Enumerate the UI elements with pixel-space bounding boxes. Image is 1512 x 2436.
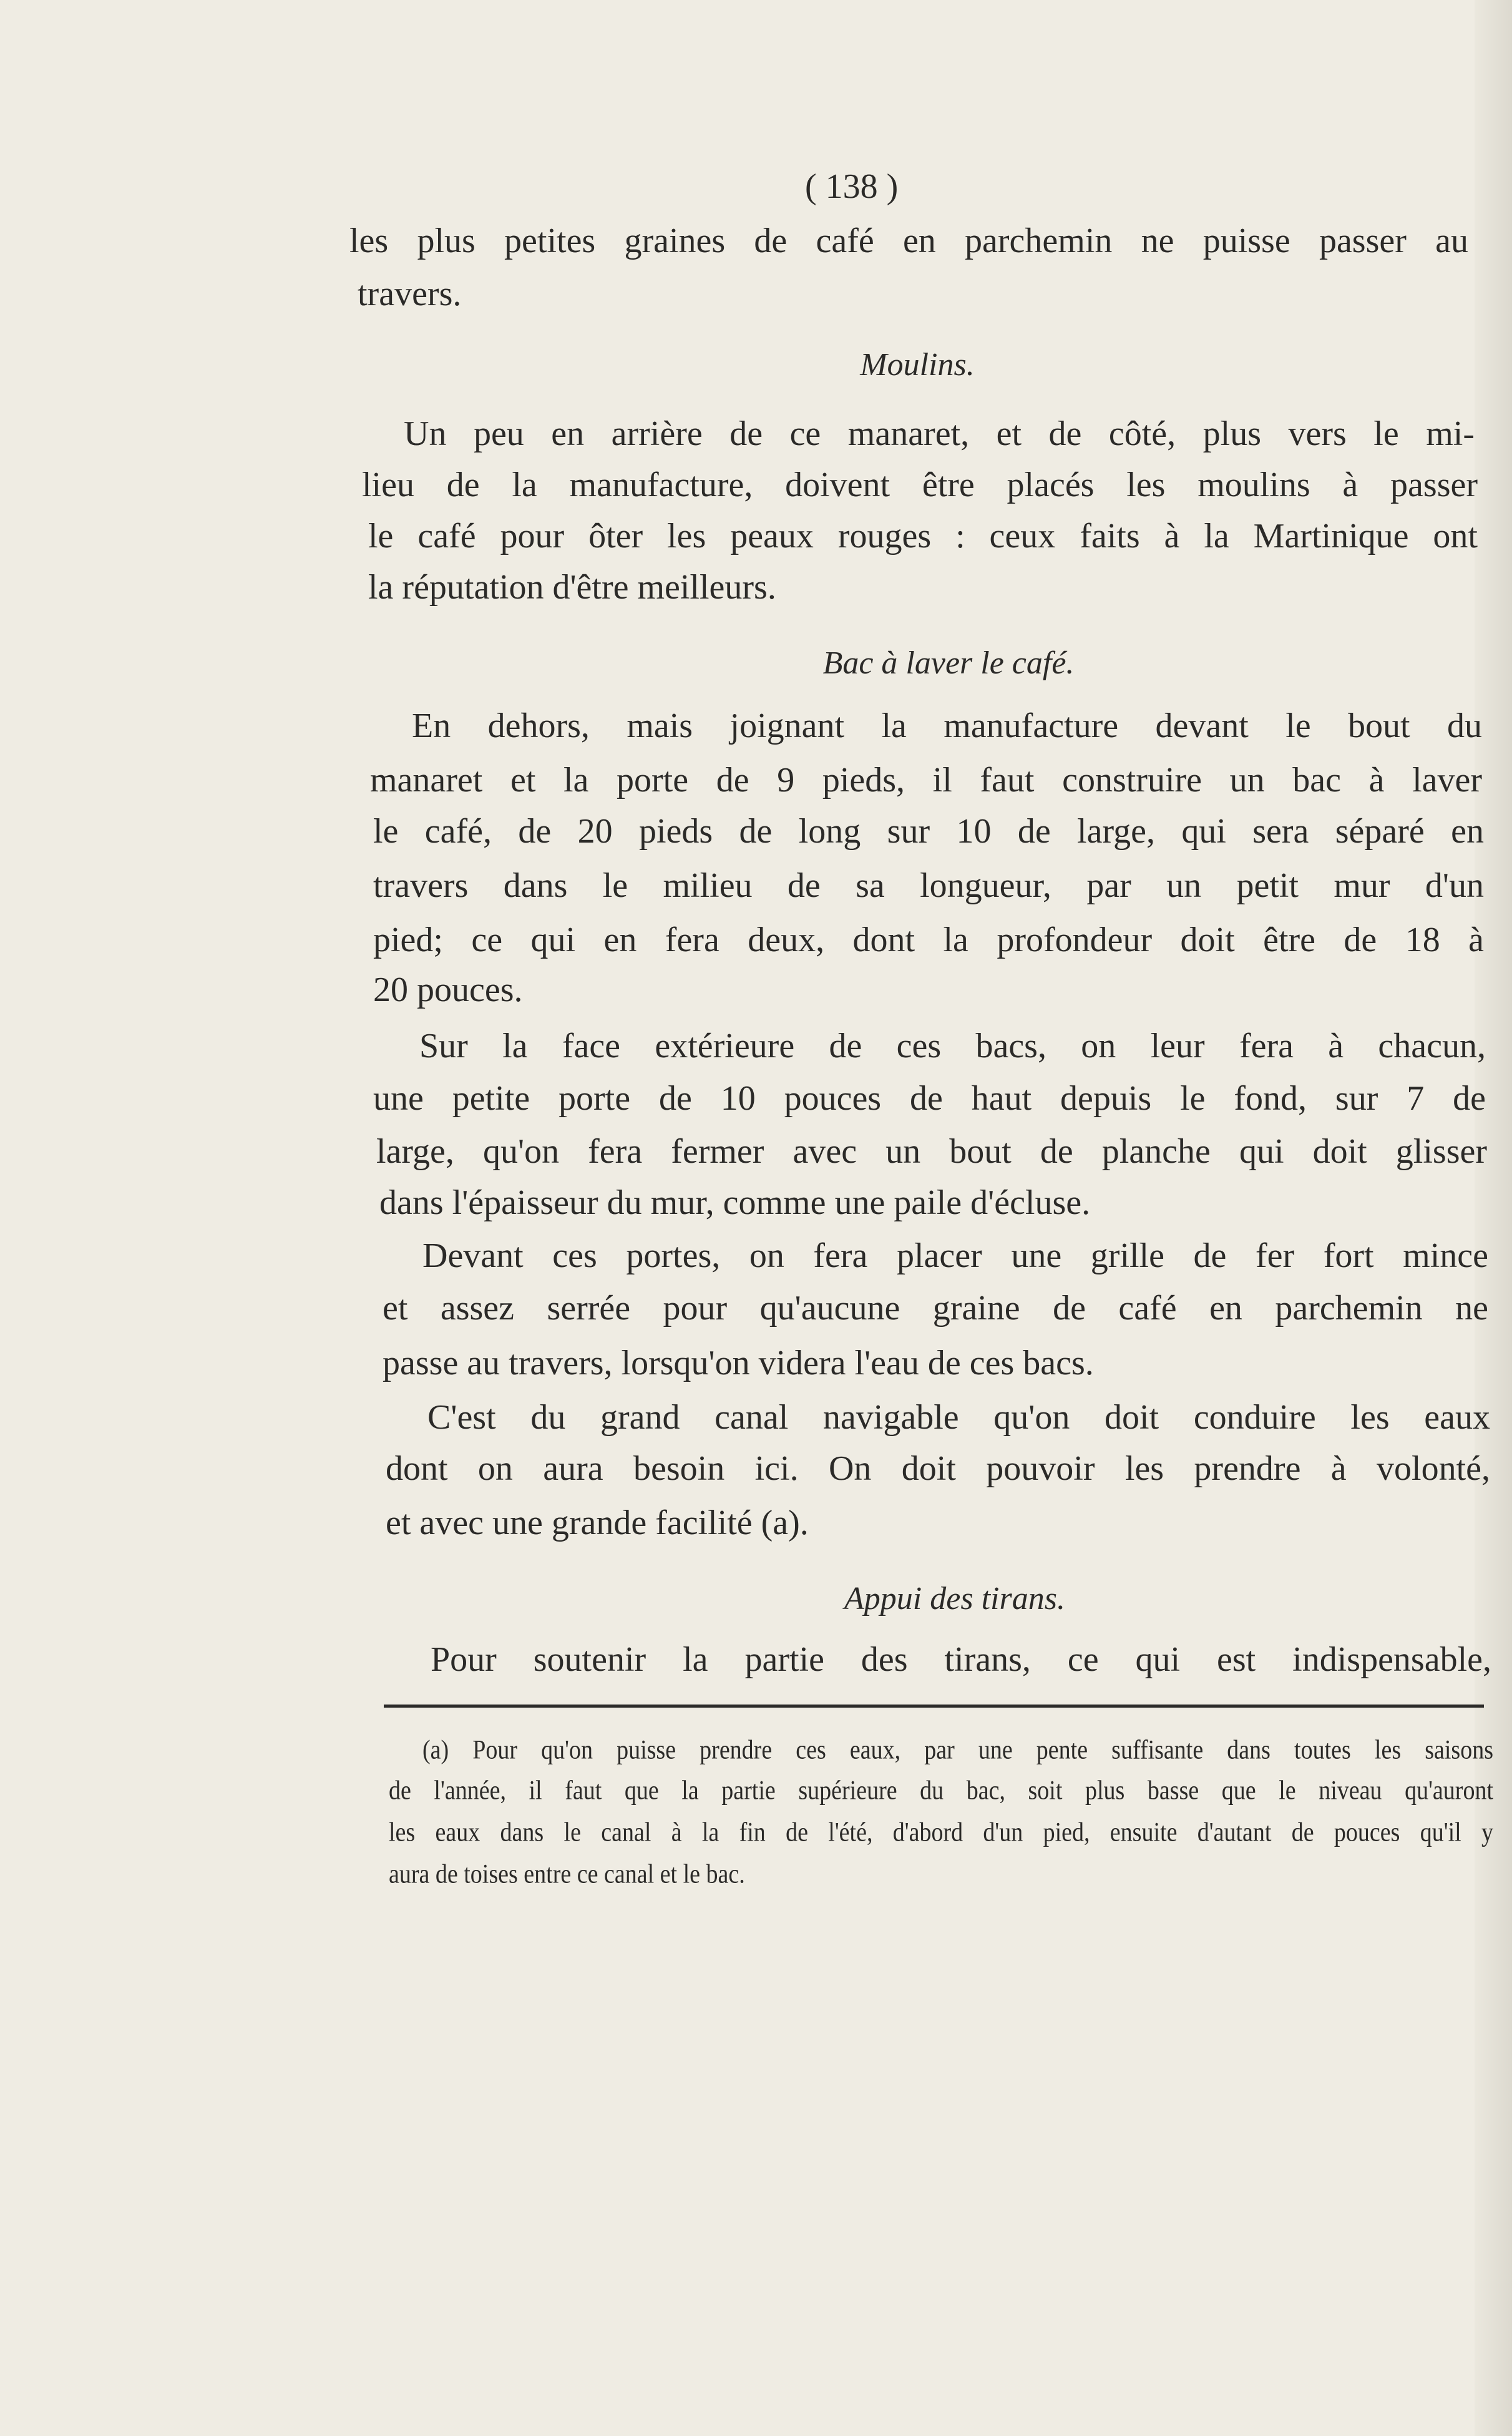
text-line: et assez serrée pour qu'aucune graine de café en parchemin ne — [383, 1289, 1488, 1328]
text-line: passe au travers, lorsqu'on videra l'eau de ces bacs. — [383, 1344, 1094, 1382]
text-line: Un peu en arrière de ce manaret, et de côté, plus vers le mi- — [404, 414, 1475, 453]
text-line: le café pour ôter les peaux rouges : ceux faits à la Martinique ont — [368, 517, 1478, 555]
text-line: la réputation d'être meilleurs. — [368, 568, 776, 607]
text-line: manaret et la porte de 9 pieds, il faut construire un bac à laver — [370, 761, 1482, 800]
text-line: dans l'épaisseur du mur, comme une paile d'écluse. — [379, 1183, 1091, 1222]
footnote-line: de l'année, il faut que la partie supérieure du bac, soit plus basse que le niveau qu'auront — [389, 1775, 1493, 1806]
text-line: Pour soutenir la partie des tirans, ce qui est indispensable, — [431, 1640, 1491, 1679]
text-line: En dehors, mais joignant la manufacture devant le bout du — [412, 707, 1482, 745]
footnote-line: (a) Pour qu'on puisse prendre ces eaux, par une pente suffisante dans toutes les saisons — [422, 1734, 1493, 1765]
text-line: 20 pouces. — [373, 971, 523, 1009]
text-line: C'est du grand canal navigable qu'on doit conduire les eaux — [427, 1398, 1490, 1437]
text-line: large, qu'on fera fermer avec un bout de planche qui doit glisser — [376, 1132, 1487, 1171]
text-line: travers. — [358, 275, 462, 313]
section-heading-appui: Appui des tirans. — [844, 1581, 1065, 1617]
text-line: une petite porte de 10 pouces de haut depuis le fond, sur 7 de — [373, 1079, 1486, 1118]
text-line: et avec une grande facilité (a). — [386, 1504, 809, 1542]
text-line: le café, de 20 pieds de long sur 10 de large, qui sera séparé en — [373, 812, 1484, 851]
footnote-rule — [384, 1705, 1484, 1708]
text-line: lieu de la manufacture, doivent être placés les moulins à passer — [362, 466, 1478, 504]
text-line: Sur la face extérieure de ces bacs, on leur fera à chacun, — [419, 1027, 1486, 1065]
text-line: dont on aura besoin ici. On doit pouvoir les prendre à volonté, — [386, 1449, 1490, 1488]
section-heading-bac: Bac à laver le café. — [822, 645, 1075, 681]
footnote-line: aura de toises entre ce canal et le bac. — [389, 1859, 745, 1889]
section-heading-moulins: Moulins. — [860, 347, 975, 383]
text-line: les plus petites graines de café en parchemin ne puisse passer au — [349, 222, 1468, 260]
footnote-line: les eaux dans le canal à la fin de l'été, d'abord d'un pied, ensuite d'autant de pouces qu'il y — [389, 1817, 1493, 1847]
text-line: pied; ce qui en fera deux, dont la profondeur doit être de 18 à — [373, 921, 1484, 959]
text-line: Devant ces portes, on fera placer une grille de fer fort mince — [422, 1236, 1488, 1275]
page-number: ( 138 ) — [805, 167, 899, 206]
text-line: travers dans le milieu de sa longueur, par un petit mur d'un — [373, 866, 1484, 905]
